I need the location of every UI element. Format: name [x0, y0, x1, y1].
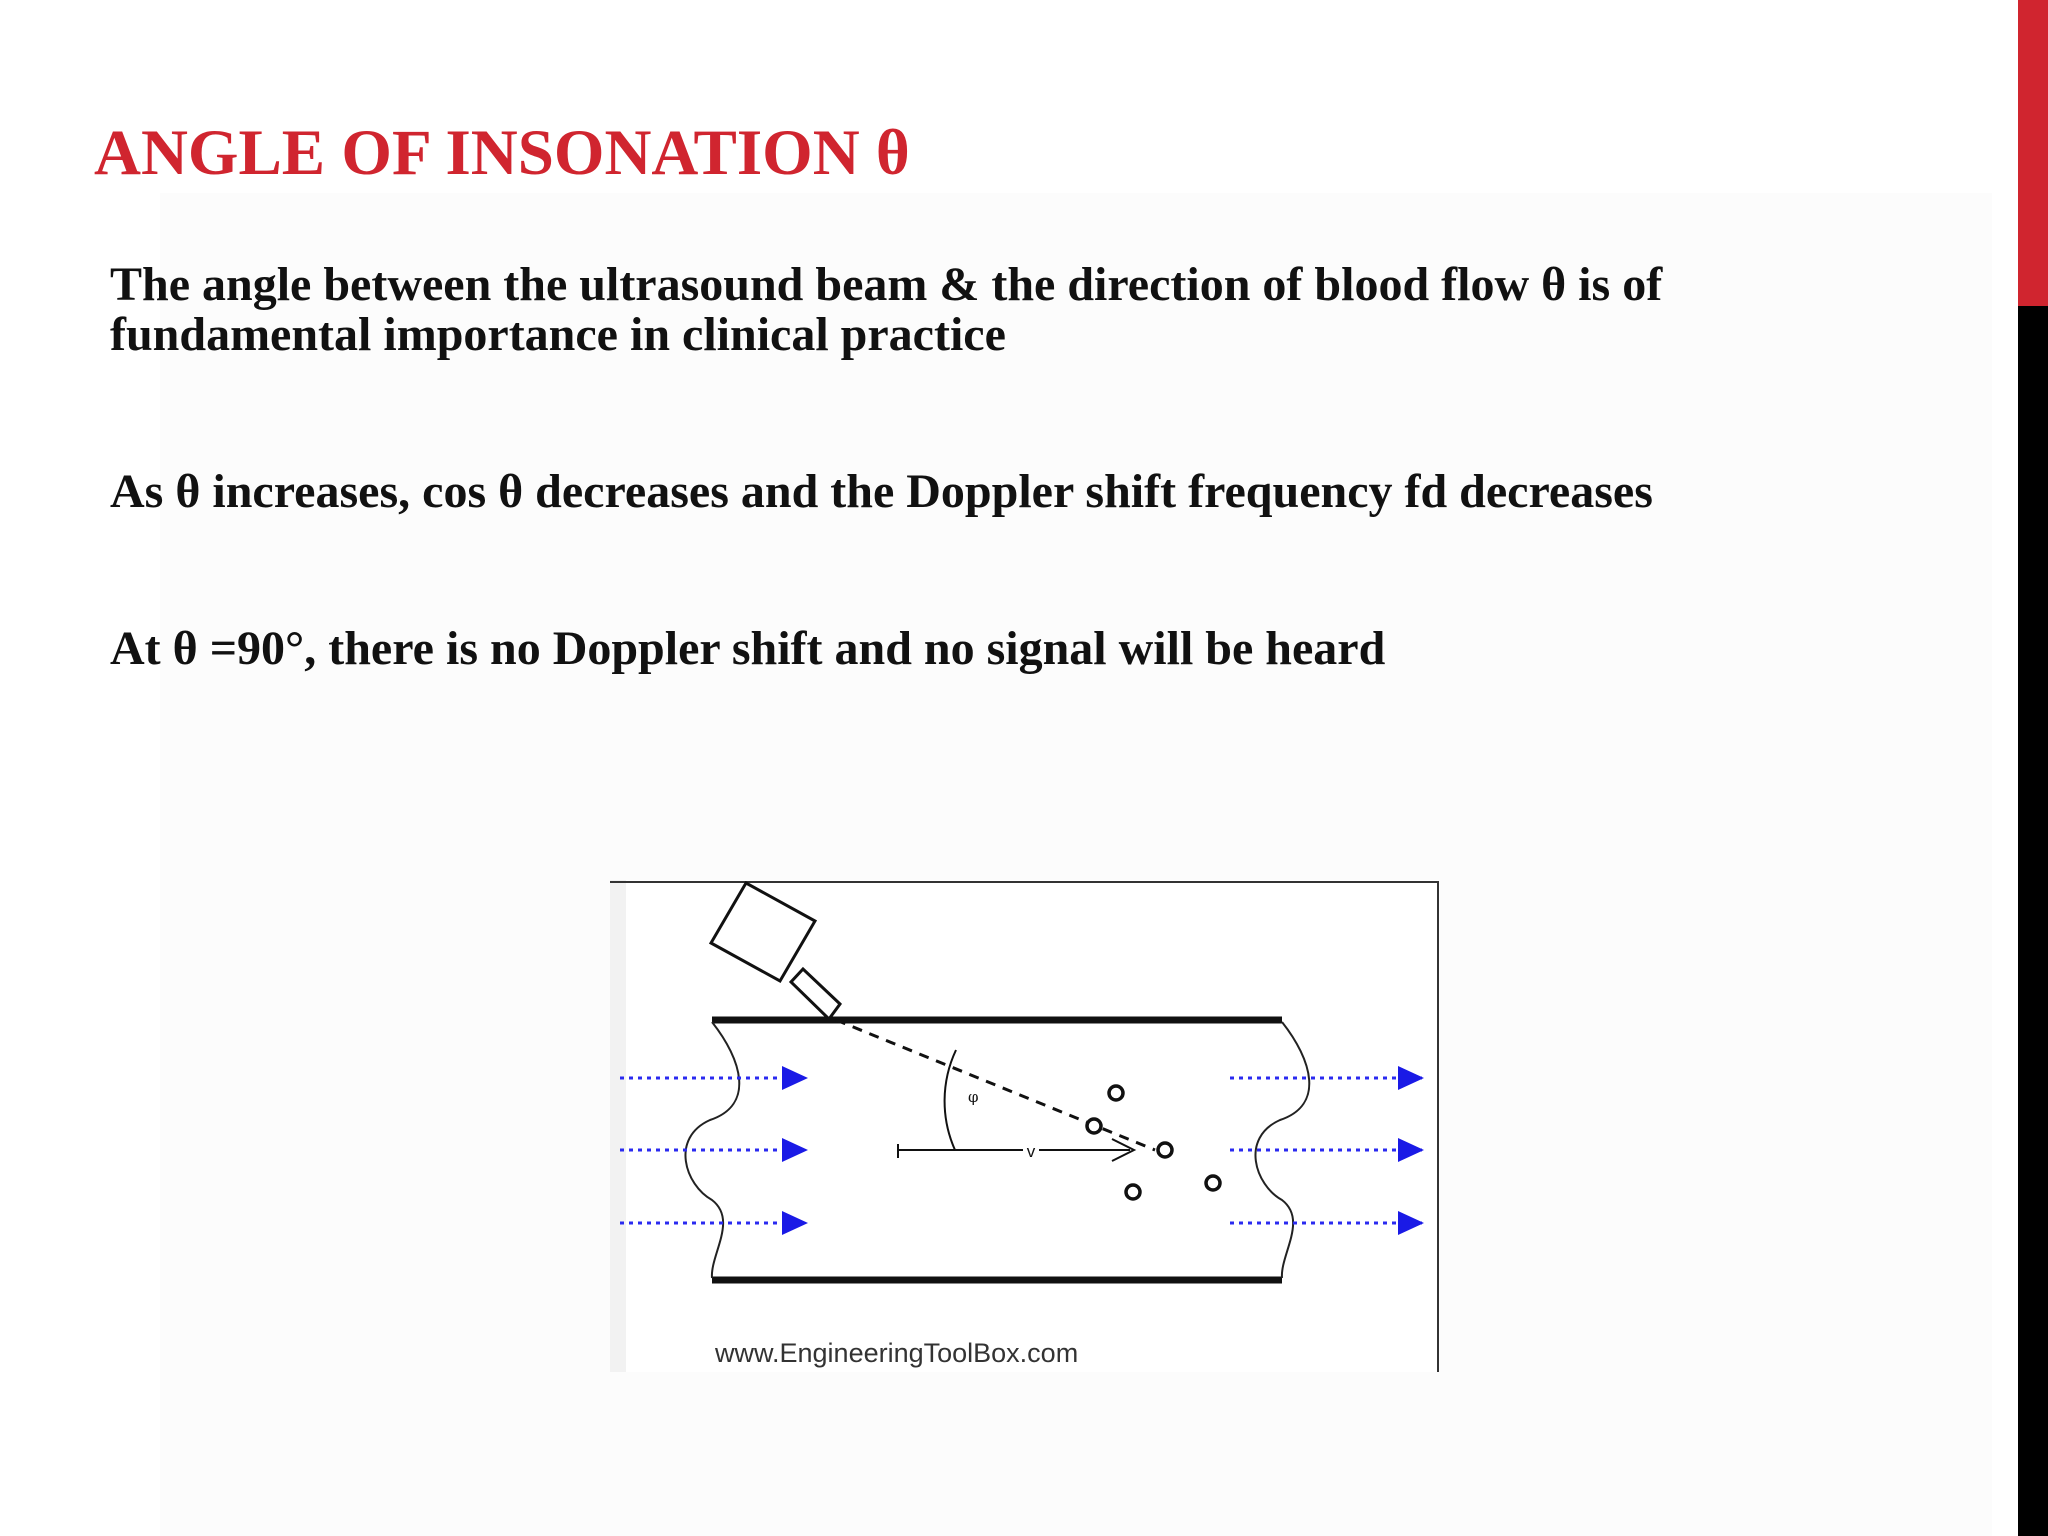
doppler-diagram — [610, 880, 1440, 1372]
blood-cell-icon — [1087, 1119, 1101, 1133]
blood-cell-icon — [1126, 1185, 1140, 1199]
velocity-label: v — [1026, 1142, 1036, 1161]
blood-cell-icon — [1158, 1143, 1172, 1157]
diagram-left-shade — [610, 880, 626, 1372]
angle-label: φ — [968, 1088, 979, 1106]
image-credit: www.EngineeringToolBox.com — [715, 1338, 1079, 1368]
accent-bar-black — [2018, 306, 2048, 1536]
slide-title: ANGLE OF INSONATION θ — [94, 117, 910, 189]
bullet-ninety-degrees: At θ =90°, there is no Doppler shift and no signal will be heard — [110, 622, 1386, 675]
doppler-diagram-svg — [610, 880, 1440, 1372]
blood-cell-icon — [1206, 1176, 1220, 1190]
bullet-angle-definition: The angle between the ultrasound beam & the direction of blood flow θ is of fundamental importance in clinical practice — [110, 258, 1663, 361]
blood-cell-icon — [1109, 1086, 1123, 1100]
accent-bar-red — [2018, 0, 2048, 306]
bullet-cos-relationship: As θ increases, cos θ decreases and the Doppler shift frequency fd decreases — [110, 465, 1653, 518]
